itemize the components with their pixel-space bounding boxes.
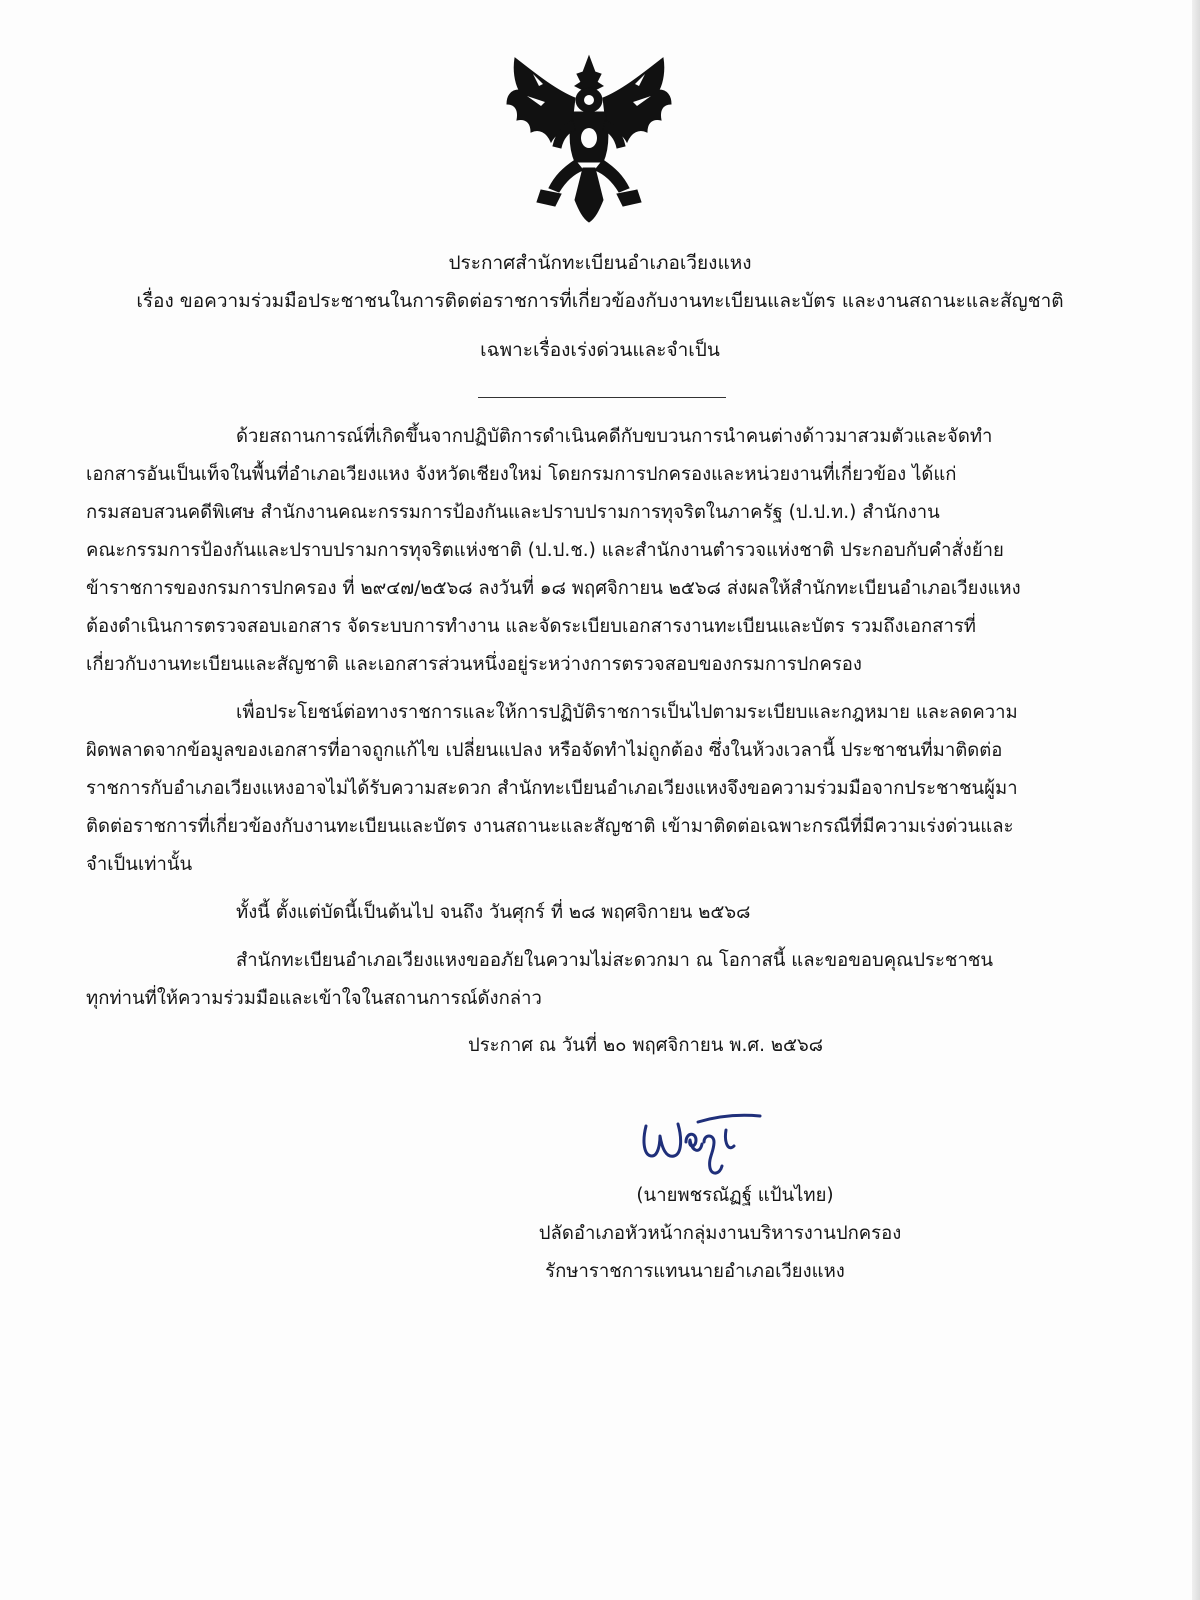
signatory-acting-position: รักษาราชการแทนนายอำเภอเวียงแหง	[545, 1261, 845, 1282]
paragraph-line: ทุกท่านที่ให้ความร่วมมือและเข้าใจในสถานการณ์ดังกล่าว	[86, 988, 542, 1009]
paragraph-3	[86, 894, 1116, 932]
paragraph-4	[86, 942, 1116, 1018]
header-divider	[478, 397, 726, 398]
paragraph-line: คณะกรรมการป้องกันและปราบปรามการทุจริตแห่งชาติ (ป.ป.ช.) และสำนักงานตำรวจแห่งชาติ ประกอบกับคำสั่งย้าย	[86, 540, 1004, 561]
signatory-name: (นายพชรณัฏฐ์ แป้นไทย)	[636, 1185, 834, 1206]
announcement-subject: เรื่อง ขอความร่วมมือประชาชนในการติดต่อราชการที่เกี่ยวข้องกับงานทะเบียนและบัตร และงานสถานะและสัญชาติ	[136, 290, 1064, 312]
paragraph-line: จำเป็นเท่านั้น	[86, 854, 193, 875]
paragraph-line: เกี่ยวกับงานทะเบียนและสัญชาติ และเอกสารส่วนหนึ่งอยู่ระหว่างการตรวจสอบของกรมการปกครอง	[86, 654, 862, 675]
paragraph-line: เพื่อประโยชน์ต่อทางราชการและให้การปฏิบัติราชการเป็นไปตามระเบียบและกฎหมาย และลดความ	[236, 702, 1018, 723]
paragraph-line: ติดต่อราชการที่เกี่ยวข้องกับงานทะเบียนและบัตร งานสถานะและสัญชาติ เข้ามาติดต่อเฉพาะกรณีที่มีความเร่งด่วนและ	[86, 816, 1014, 837]
announcement-date: ประกาศ ณ วันที่ ๒๐ พฤศจิกายน พ.ศ. ๒๕๖๘	[468, 1035, 824, 1056]
announcement-subject-continued: เฉพาะเรื่องเร่งด่วนและจำเป็น	[480, 339, 720, 361]
paragraph-line: เอกสารอันเป็นเท็จในพื้นที่อำเภอเวียงแหง จังหวัดเชียงใหม่ โดยกรมการปกครองและหน่วยงานที่เกี่ยวข้อง ได้แก่	[86, 464, 957, 485]
paragraph-line: ข้าราชการของกรมการปกครอง ที่ ๒๙๔๗/๒๕๖๘ ลงวันที่ ๑๘ พฤศจิกายน ๒๕๖๘ ส่งผลให้สำนักทะเบียนอำเภอเวียงแหง	[86, 578, 1021, 599]
paragraph-line: ด้วยสถานการณ์ที่เกิดขึ้นจากปฏิบัติการดำเนินคดีกับขบวนการนำคนต่างด้าวมาสวมตัวและจัดทำ	[236, 426, 993, 447]
paragraph-2	[86, 694, 1116, 884]
handwritten-signature-icon	[638, 1112, 764, 1182]
paragraph-line: ราชการกับอำเภอเวียงแหงอาจไม่ได้รับความสะดวก สำนักทะเบียนอำเภอเวียงแหงจึงขอความร่วมมือจากประชาชนผู้มา	[86, 778, 1018, 799]
paragraph-line: กรมสอบสวนคดีพิเศษ สำนักงานคณะกรรมการป้องกันและปราบปรามการทุจริตในภาครัฐ (ป.ป.ท.) สำนักงาน	[86, 502, 940, 523]
paragraph-line: ทั้งนี้ ตั้งแต่บัดนี้เป็นต้นไป จนถึง วันศุกร์ ที่ ๒๘ พฤศจิกายน ๒๕๖๘	[236, 902, 751, 923]
paragraph-line: ผิดพลาดจากข้อมูลของเอกสารที่อาจถูกแก้ไข เปลี่ยนแปลง หรือจัดทำไม่ถูกต้อง ซึ่งในห้วงเวลานี้ ประชาชนที่มาติดต่อ	[86, 740, 1003, 761]
paragraph-1	[86, 418, 1116, 684]
paragraph-line: สำนักทะเบียนอำเภอเวียงแหงขออภัยในความไม่สะดวกมา ณ โอกาสนี้ และขอขอบคุณประชาชน	[236, 950, 994, 971]
announcement-title: ประกาศสำนักทะเบียนอำเภอเวียงแหง	[448, 252, 752, 274]
announcement-body	[86, 418, 1116, 1018]
garuda-emblem-icon	[503, 50, 675, 226]
paragraph-line: ต้องดำเนินการตรวจสอบเอกสาร จัดระบบการทำงาน และจัดระเบียบเอกสารงานทะเบียนและบัตร รวมถึงเอกสารที่	[86, 616, 976, 637]
signatory-position: ปลัดอำเภอหัวหน้ากลุ่มงานบริหารงานปกครอง	[538, 1223, 902, 1244]
signature-block	[420, 1177, 1020, 1291]
page-edge	[1192, 0, 1200, 1600]
